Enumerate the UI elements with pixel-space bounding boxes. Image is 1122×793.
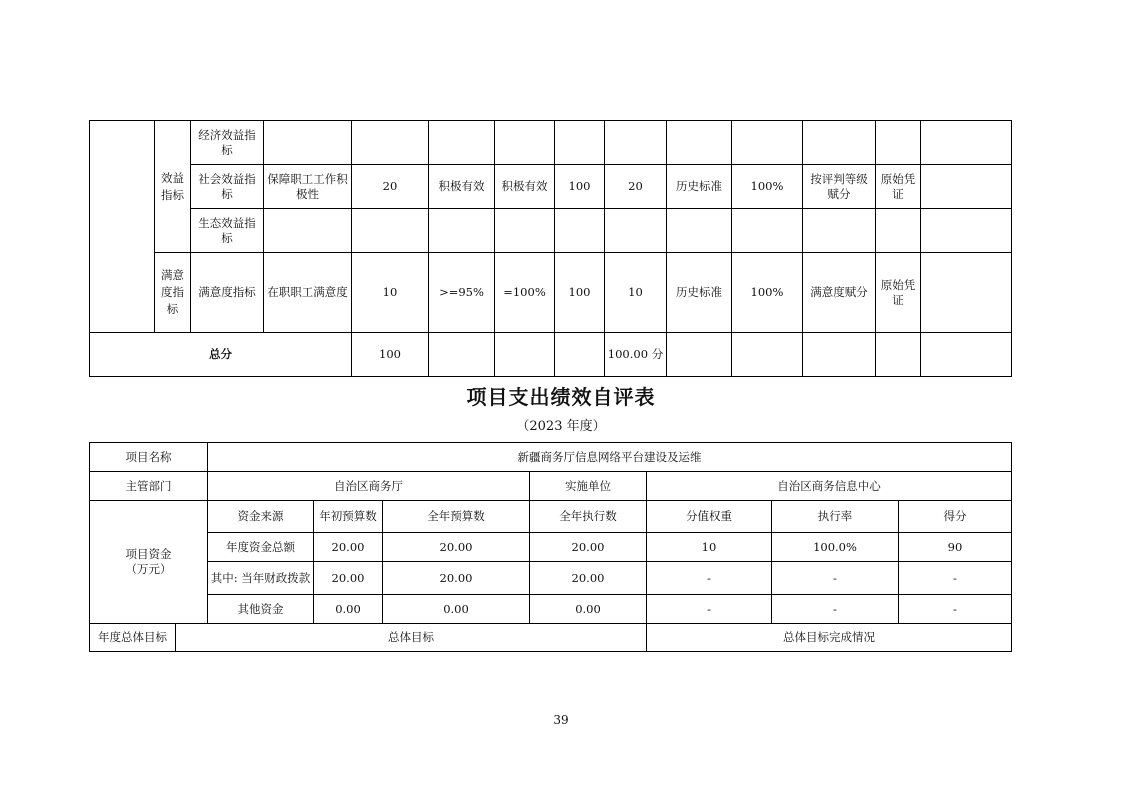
- indicator-cell: 保障职工工作积极性: [264, 165, 352, 209]
- blank-cell: [876, 333, 921, 377]
- score-rate-cell: [555, 209, 605, 253]
- table-row: [90, 562, 1012, 595]
- method-cell: [803, 121, 876, 165]
- impl-value: 自治区商务信息中心: [647, 472, 1012, 501]
- funds-cell: 0.00: [383, 595, 530, 624]
- table-row: [90, 443, 1012, 472]
- remark-cell: [921, 209, 1012, 253]
- target-cell: >=95%: [429, 253, 495, 333]
- funds-header-cell: 全年预算数: [383, 501, 530, 533]
- score-rate-cell: 100: [555, 253, 605, 333]
- group-benefit-label: 效益指标: [161, 170, 184, 202]
- score-rate-cell: 100: [555, 165, 605, 209]
- table-row: [90, 209, 1012, 253]
- basis-cell: 历史标准: [667, 253, 732, 333]
- project-name-label: 项目名称: [90, 443, 208, 472]
- method-cell: 按评判等级赋分: [803, 165, 876, 209]
- group-satisfaction-label: 满意度指标: [161, 268, 184, 316]
- indicator-cell: 在职职工满意度: [264, 253, 352, 333]
- funds-cell: 90: [899, 533, 1012, 562]
- basis-cell: [667, 121, 732, 165]
- indicator-table: [89, 120, 1012, 377]
- score-cell: [605, 209, 667, 253]
- year-subtitle: （2023 年度）: [516, 419, 606, 434]
- goal-label: 年度总体目标: [90, 624, 176, 652]
- group-benefit-cell: [155, 121, 191, 253]
- funds-header-row: [90, 501, 1012, 533]
- target-cell: [429, 209, 495, 253]
- funds-header-cell: 分值权重: [647, 501, 772, 533]
- funds-header-cell: 执行率: [772, 501, 899, 533]
- funds-cell: -: [647, 562, 772, 595]
- funds-cell: -: [899, 595, 1012, 624]
- funds-header-cell: 资金来源: [208, 501, 314, 533]
- funds-cell: 10: [647, 533, 772, 562]
- weight-cell: 10: [352, 253, 429, 333]
- remark-cell: [921, 165, 1012, 209]
- basis-cell: [667, 209, 732, 253]
- funds-cell: -: [899, 562, 1012, 595]
- remark-cell: [921, 121, 1012, 165]
- project-name-value: 新疆商务厅信息网络平台建设及运维: [208, 443, 1012, 472]
- target-cell: [429, 121, 495, 165]
- total-row: [90, 333, 1012, 377]
- goal-done-column-header: 总体目标完成情况: [647, 624, 1012, 652]
- funds-cell: 20.00: [383, 533, 530, 562]
- total-label: 总分: [90, 333, 352, 377]
- completion-cell: [732, 209, 803, 253]
- category-cell: 生态效益指标: [191, 209, 264, 253]
- table-row: [90, 595, 1012, 624]
- total-score: 100.00 分: [605, 333, 667, 377]
- funds-cell: 20.00: [383, 562, 530, 595]
- blank-cell: [429, 333, 495, 377]
- funds-cell: -: [772, 595, 899, 624]
- impl-label: 实施单位: [530, 472, 647, 501]
- funds-cell: 20.00: [530, 533, 647, 562]
- blank-cell: [495, 333, 555, 377]
- basis-cell: 历史标准: [667, 165, 732, 209]
- funds-header-cell: 得分: [899, 501, 1012, 533]
- indicator-cell: [264, 121, 352, 165]
- funds-cell: 其他资金: [208, 595, 314, 624]
- table-row: [90, 533, 1012, 562]
- completion-cell: [732, 121, 803, 165]
- score-cell: 20: [605, 165, 667, 209]
- table-row: [90, 472, 1012, 501]
- blank-cell: [555, 333, 605, 377]
- actual-cell: =100%: [495, 253, 555, 333]
- funds-cell: 20.00: [314, 533, 383, 562]
- score-rate-cell: [555, 121, 605, 165]
- category-cell: 社会效益指标: [191, 165, 264, 209]
- category-cell: 经济效益指标: [191, 121, 264, 165]
- funds-cell: -: [772, 562, 899, 595]
- indicator-cell: [264, 209, 352, 253]
- funds-header-cell: 全年执行数: [530, 501, 647, 533]
- completion-cell: 100%: [732, 165, 803, 209]
- actual-cell: [495, 121, 555, 165]
- table-row: [90, 165, 1012, 209]
- blank-cell: [667, 333, 732, 377]
- blank-cell: [732, 333, 803, 377]
- project-table: [89, 442, 1012, 652]
- goal-column-header: 总体目标: [176, 624, 647, 652]
- actual-cell: 积极有效: [495, 165, 555, 209]
- evidence-cell: 原始凭证: [876, 165, 921, 209]
- funds-cell: -: [647, 595, 772, 624]
- page-title: 项目支出绩效自评表: [466, 385, 656, 409]
- method-cell: 满意度赋分: [803, 253, 876, 333]
- total-weight: 100: [352, 333, 429, 377]
- funds-header-cell: 年初预算数: [314, 501, 383, 533]
- funds-cell: 其中: 当年财政拨款: [208, 562, 314, 595]
- table-row: [90, 121, 1012, 165]
- blank-cell: [90, 121, 155, 333]
- score-cell: [605, 121, 667, 165]
- funds-cell: 0.00: [530, 595, 647, 624]
- weight-cell: [352, 209, 429, 253]
- dept-label: 主管部门: [90, 472, 208, 501]
- table-row: [90, 253, 1012, 333]
- evidence-cell: 原始凭证: [876, 253, 921, 333]
- funds-label: 项目资金 （万元）: [90, 501, 208, 624]
- funds-cell: 年度资金总额: [208, 533, 314, 562]
- completion-cell: 100%: [732, 253, 803, 333]
- evidence-cell: [876, 121, 921, 165]
- evidence-cell: [876, 209, 921, 253]
- dept-value: 自治区商务厅: [208, 472, 530, 501]
- blank-cell: [921, 333, 1012, 377]
- funds-cell: 20.00: [314, 562, 383, 595]
- score-cell: 10: [605, 253, 667, 333]
- weight-cell: [352, 121, 429, 165]
- group-satisfaction-cell: [155, 253, 191, 333]
- funds-cell: 0.00: [314, 595, 383, 624]
- actual-cell: [495, 209, 555, 253]
- weight-cell: 20: [352, 165, 429, 209]
- page-number: 39: [553, 713, 569, 727]
- category-cell: 满意度指标: [191, 253, 264, 333]
- blank-cell: [803, 333, 876, 377]
- funds-cell: 20.00: [530, 562, 647, 595]
- funds-cell: 100.0%: [772, 533, 899, 562]
- remark-cell: [921, 253, 1012, 333]
- target-cell: 积极有效: [429, 165, 495, 209]
- table-row: [90, 624, 1012, 652]
- method-cell: [803, 209, 876, 253]
